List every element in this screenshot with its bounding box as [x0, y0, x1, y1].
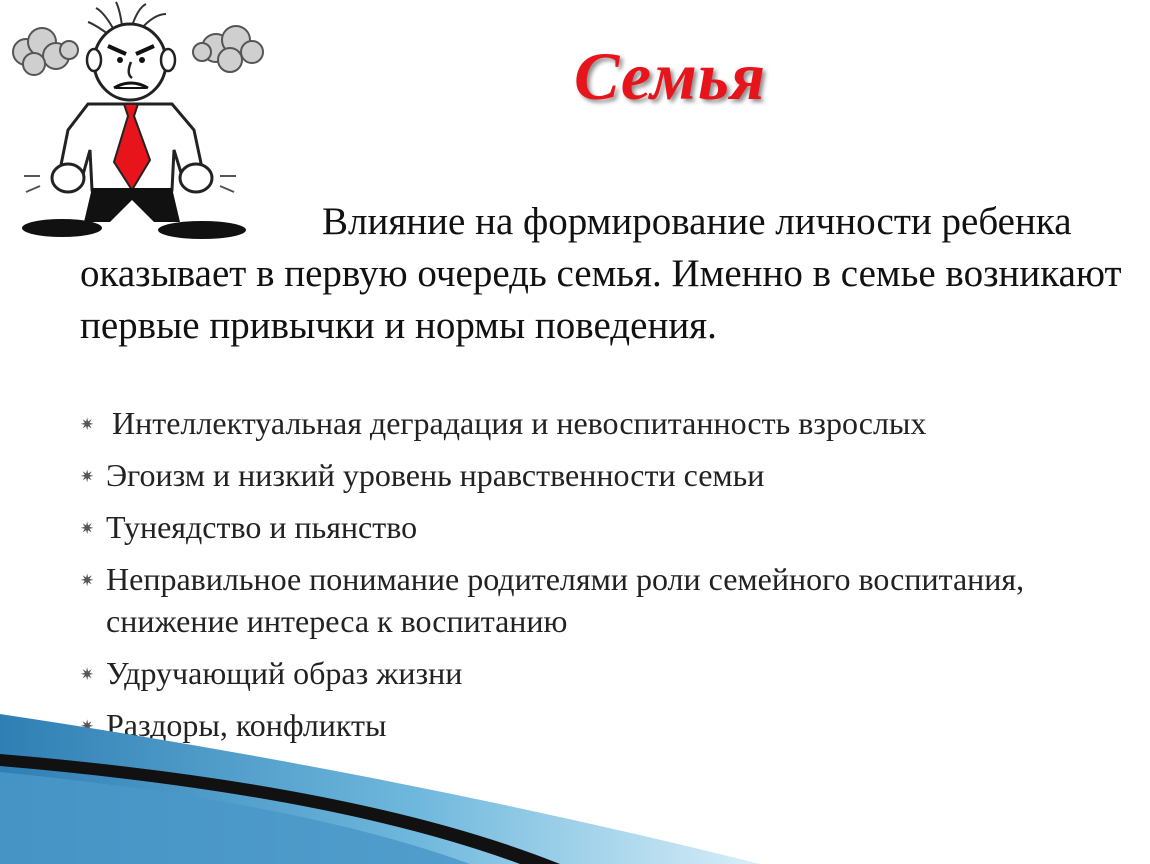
decorative-swoosh	[0, 714, 760, 864]
list-item-text: Эгоизм и низкий уровень нравственности семьи	[106, 457, 765, 493]
asterisk-bullet-icon: ✷	[80, 717, 95, 736]
list-item	[80, 402, 1120, 444]
list-item	[80, 558, 1120, 642]
list-item	[80, 506, 1120, 548]
intro-paragraph: Влияние на формирование личности ребенка оказывает в первую очередь семья. Именно в семье возникают первые привычки и нормы поведения.	[80, 200, 1122, 347]
list-item	[80, 454, 1120, 496]
asterisk-bullet-icon: ✷	[80, 665, 95, 684]
list-item-text: Интеллектуальная деградация и невоспитанность взрослых	[112, 405, 927, 441]
list-item-text: Тунеядство и пьянство	[106, 509, 418, 545]
asterisk-bullet-icon: ✷	[80, 467, 95, 486]
list-item-text: Раздоры, конфликты	[106, 707, 387, 743]
asterisk-bullet-icon: ✷	[80, 415, 95, 434]
list-item	[80, 652, 1120, 694]
list-item-text: Неправильное понимание родителями роли семейного воспитания, снижение интереса к воспитанию	[106, 561, 1025, 639]
bullet-list	[80, 402, 1120, 756]
list-item-text: Удручающий образ жизни	[106, 655, 463, 691]
asterisk-bullet-icon: ✷	[80, 519, 95, 538]
asterisk-bullet-icon: ✷	[80, 571, 95, 590]
slide-title: Семья	[574, 38, 766, 114]
